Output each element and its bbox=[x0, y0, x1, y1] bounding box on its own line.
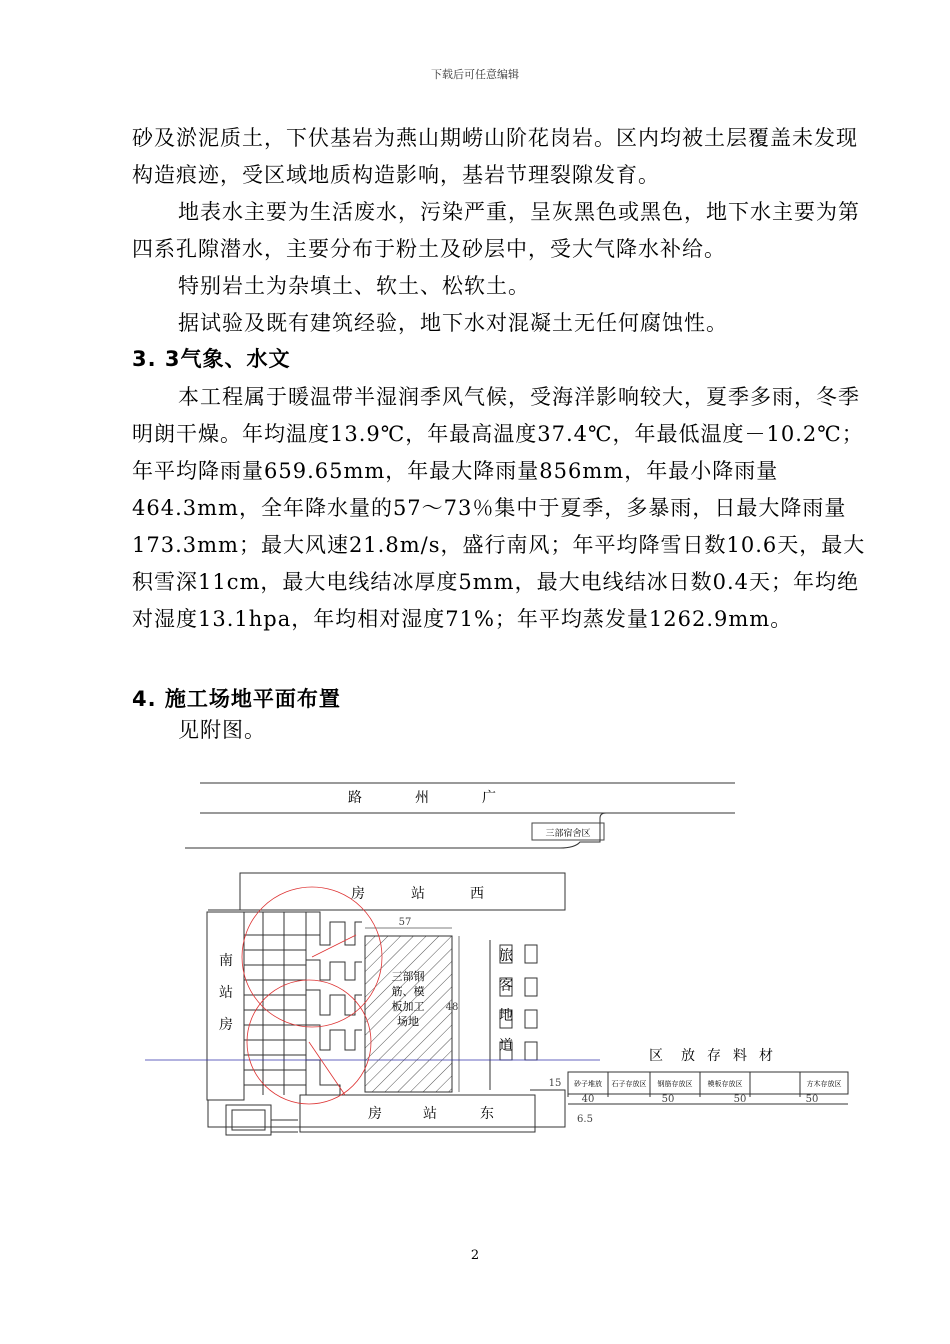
svg-text:地: 地 bbox=[499, 1008, 513, 1024]
heading-climate: 3. 3气象、水文 bbox=[132, 347, 291, 371]
dim-48: 48 bbox=[445, 1002, 459, 1013]
road-label-lu: 路 bbox=[348, 790, 362, 806]
svg-text:三部钢: 三部钢 bbox=[391, 970, 425, 983]
page-header: 下载后可任意编辑 bbox=[431, 68, 519, 81]
svg-text:旅: 旅 bbox=[499, 948, 513, 964]
road-label-guang: 广 bbox=[482, 790, 496, 806]
svg-text:站: 站 bbox=[411, 886, 425, 902]
dim-40: 40 bbox=[581, 1094, 595, 1105]
svg-text:筋、模: 筋、模 bbox=[391, 985, 425, 998]
paragraph-see-figure: 见附图。 bbox=[178, 718, 266, 742]
bin-sand: 砂子堆放 bbox=[574, 1080, 602, 1088]
svg-text:南: 南 bbox=[219, 953, 233, 969]
svg-text:站: 站 bbox=[219, 985, 233, 1001]
bin-formwork: 模板存放区 bbox=[707, 1080, 743, 1088]
svg-text:房: 房 bbox=[219, 1017, 233, 1033]
page-number: 2 bbox=[470, 1248, 480, 1263]
svg-text:道: 道 bbox=[499, 1038, 513, 1054]
svg-text:东: 东 bbox=[480, 1106, 494, 1122]
dim-50b: 50 bbox=[733, 1094, 747, 1105]
paragraph-geology: 砂及淤泥质土，下伏基岩为燕山期崂山阶花岗岩。区内均被土层覆盖未发现构造痕迹，受区域地质构造影响，基岩节理裂隙发育。 bbox=[132, 126, 858, 187]
svg-text:材: 材 bbox=[759, 1048, 773, 1064]
dim-50c: 50 bbox=[805, 1094, 819, 1105]
paragraph-climate: 本工程属于暖温带半湿润季风气候，受海洋影响较大，夏季多雨，冬季明朗干燥。年均温度13.9℃，年最高温度37.4℃，年最低温度－10.2℃；年平均降雨量659.65mm，年最大降雨量856mm，年最小降雨量464.3mm，全年降水量的57～73％集中于夏季，多暴雨，日最大降雨量173.3mm；最大风速21.8m/s，盛行南风；年平均降雪日数10.6天，最大积雪深11cm，最大电线结冰厚度5mm，最大电线结冰日数0.4天；年均绝对湿度13.1hpa，年均相对湿度71%；年平均蒸发量1262.9mm。 bbox=[132, 385, 866, 631]
paragraph-corrosion: 据试验及既有建筑经验，地下水对混凝土无任何腐蚀性。 bbox=[178, 311, 728, 335]
bin-stone: 石子存放区 bbox=[611, 1080, 647, 1088]
svg-text:存: 存 bbox=[707, 1048, 721, 1064]
paragraph-special-soil: 特别岩土为杂填土、软土、松软土。 bbox=[178, 274, 530, 298]
dim-57: 57 bbox=[398, 917, 412, 928]
dorm-label: 三部宿舍区 bbox=[545, 829, 591, 839]
svg-text:板加工: 板加工 bbox=[391, 1000, 425, 1013]
svg-text:站: 站 bbox=[423, 1106, 437, 1122]
svg-text:区: 区 bbox=[649, 1048, 663, 1064]
road-label-zhou: 州 bbox=[415, 790, 429, 806]
svg-text:房: 房 bbox=[368, 1106, 382, 1122]
bin-timber: 方木存放区 bbox=[806, 1080, 842, 1088]
svg-text:场地: 场地 bbox=[397, 1015, 419, 1028]
svg-text:西: 西 bbox=[470, 886, 484, 902]
heading-site-layout: 4. 施工场地平面布置 bbox=[132, 687, 341, 711]
dim-50a: 50 bbox=[661, 1094, 675, 1105]
paragraph-water: 地表水主要为生活废水，污染严重，呈灰黑色或黑色，地下水主要为第四系孔隙潜水，主要分布于粉土及砂层中，受大气降水补给。 bbox=[132, 200, 860, 261]
svg-text:客: 客 bbox=[499, 978, 513, 994]
dim-15: 15 bbox=[548, 1078, 562, 1089]
dim-65: 6.5 bbox=[577, 1114, 593, 1125]
svg-text:房: 房 bbox=[351, 886, 365, 902]
bin-rebar: 钢筋存放区 bbox=[657, 1080, 693, 1088]
svg-text:料: 料 bbox=[733, 1048, 747, 1064]
svg-text:放: 放 bbox=[681, 1048, 695, 1064]
